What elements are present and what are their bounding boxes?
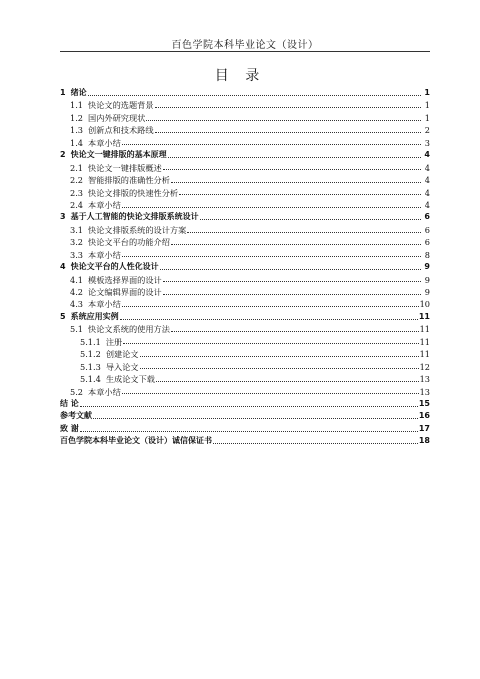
toc-entry-title: 基于人工智能的快论文排版系统设计: [70, 212, 199, 222]
toc-entry-title: 注册: [105, 336, 123, 347]
toc-entry-title: 快论文平台的功能介绍: [88, 237, 170, 248]
toc-dot-leader: [80, 406, 418, 407]
toc-entry-page-number: 1: [424, 88, 430, 97]
toc-entry[interactable]: [60, 361, 430, 373]
toc-entry-page-number: 9: [424, 262, 430, 272]
toc-entry-page-number: 18: [418, 436, 430, 446]
toc-dot-leader: [80, 431, 418, 432]
toc-entry-title: 快论文一键排版概述: [88, 162, 162, 173]
toc-entry-title: 快论文的选题背景: [88, 100, 154, 111]
toc-entry-number: 1.1: [70, 100, 84, 111]
toc-entry-number: 2.3: [70, 187, 84, 198]
toc-entry-title: 模板选择界面的设计: [88, 274, 162, 285]
toc-entry-title: 本章小结: [88, 386, 121, 397]
toc-entry[interactable]: [60, 311, 430, 323]
toc-entry[interactable]: [60, 211, 430, 223]
toc-entry[interactable]: [60, 323, 430, 335]
toc-entry-number: 5.2: [70, 386, 84, 397]
toc-dot-leader: [160, 269, 421, 270]
toc-entry-page-number: 8: [424, 249, 430, 260]
toc-entry[interactable]: [60, 298, 430, 310]
toc-entry[interactable]: [60, 149, 430, 161]
toc-entry-title: 参考文献: [60, 411, 92, 421]
toc-entry[interactable]: [60, 336, 430, 348]
toc-entry-number: 3.3: [70, 249, 84, 260]
toc-entry-page-number: 12: [419, 361, 430, 372]
toc-entry[interactable]: [60, 410, 430, 422]
toc-entry-title: 本章小结: [88, 137, 121, 148]
toc-entry[interactable]: [60, 124, 430, 136]
toc-entry-title: 致 谢: [60, 423, 79, 433]
toc-entry-number: 5.1: [70, 324, 84, 335]
toc-dot-leader: [122, 207, 421, 208]
toc-dot-leader: [156, 381, 419, 382]
toc-entry-number: 5.1.2: [80, 349, 101, 360]
table-of-contents: [60, 87, 430, 448]
toc-entry[interactable]: [60, 274, 430, 286]
toc-dot-leader: [171, 244, 421, 245]
toc-entry-number: 5: [60, 311, 66, 321]
toc-entry-title: 导入论文: [105, 361, 139, 372]
toc-entry-page-number: 3: [424, 137, 430, 148]
toc-entry[interactable]: [60, 162, 430, 174]
toc-entry-page-number: 4: [424, 162, 430, 173]
toc-entry[interactable]: [60, 99, 430, 111]
toc-dot-leader: [155, 107, 421, 108]
toc-entry-title: 本章小结: [88, 299, 121, 310]
toc-dot-leader: [200, 219, 421, 220]
toc-entry-title: 本章小结: [88, 199, 121, 210]
toc-entry-title: 绪论: [70, 88, 87, 97]
toc-entry-page-number: 17: [418, 423, 430, 433]
toc-entry-page-number: 1: [424, 100, 430, 111]
toc-entry-number: 1.2: [70, 112, 84, 123]
toc-entry[interactable]: [60, 261, 430, 273]
toc-entry-page-number: 11: [418, 311, 430, 321]
toc-entry-page-number: 4: [424, 175, 430, 186]
toc-dot-leader: [146, 120, 421, 121]
toc-entry-page-number: 13: [419, 386, 430, 397]
toc-entry-page-number: 1: [424, 112, 430, 123]
toc-dot-leader: [171, 182, 421, 183]
toc-entry-title: 快论文排版系统的设计方案: [88, 224, 187, 235]
toc-entry[interactable]: [60, 423, 430, 435]
toc-entry-page-number: 11: [419, 349, 430, 360]
toc-entry-number: 4.1: [70, 274, 84, 285]
toc-entry-number: 2: [60, 150, 66, 160]
page-title: 目 录: [214, 68, 266, 84]
toc-dot-leader: [93, 418, 418, 419]
toc-entry-title: 论文编辑界面的设计: [88, 287, 162, 297]
toc-entry-title: 本章小结: [88, 249, 121, 260]
toc-entry[interactable]: [60, 348, 430, 360]
toc-entry-number: 5.1.4: [80, 374, 101, 385]
toc-entry[interactable]: [60, 386, 430, 398]
toc-dot-leader: [122, 144, 421, 145]
toc-dot-leader: [155, 132, 421, 133]
toc-entry-page-number: 10: [419, 299, 430, 310]
toc-entry-number: 1.4: [70, 137, 84, 148]
toc-entry-title: 快论文一键排版的基本原理: [70, 150, 167, 160]
toc-entry-title: 快论文系统的使用方法: [88, 324, 170, 335]
toc-dot-leader: [163, 169, 421, 170]
toc-entry-number: 1: [60, 88, 66, 97]
toc-entry-page-number: 4: [424, 150, 430, 160]
toc-entry[interactable]: [60, 87, 430, 99]
toc-dot-leader: [122, 256, 421, 257]
toc-entry[interactable]: [60, 373, 430, 385]
toc-entry[interactable]: [60, 249, 430, 261]
toc-dot-leader: [168, 157, 421, 158]
toc-entry-number: 4.3: [70, 299, 84, 310]
toc-entry-number: 2.4: [70, 199, 84, 210]
toc-dot-leader: [163, 281, 421, 282]
toc-dot-leader: [122, 393, 419, 394]
toc-entry-title: 系统应用实例: [70, 311, 119, 321]
toc-entry[interactable]: [60, 187, 430, 199]
toc-entry-title: 生成论文下载: [105, 374, 155, 385]
toc-entry-number: 2.1: [70, 162, 84, 173]
toc-entry-page-number: 9: [424, 287, 430, 297]
toc-entry-page-number: 6: [424, 212, 430, 222]
toc-entry-number: 3: [60, 212, 66, 222]
toc-entry-page-number: 6: [424, 237, 430, 248]
toc-dot-leader: [122, 306, 419, 307]
toc-entry-title: 结 论: [60, 398, 79, 408]
toc-entry-title: 百色学院本科毕业论文（设计）诚信保证书: [60, 436, 212, 446]
toc-dot-leader: [88, 95, 421, 96]
toc-entry-title: 创建论文: [105, 349, 139, 360]
toc-dot-leader: [163, 294, 421, 295]
toc-dot-leader: [120, 319, 418, 320]
running-header: 百色学院本科毕业论文（设计）: [171, 40, 319, 51]
toc-entry-page-number: 2: [424, 125, 430, 136]
toc-entry-title: 智能排版的准确性分析: [88, 175, 170, 186]
toc-dot-leader: [140, 368, 419, 369]
toc-entry[interactable]: [60, 224, 430, 236]
toc-entry[interactable]: [60, 435, 430, 447]
toc-entry-page-number: 15: [418, 398, 430, 408]
toc-entry-number: 3.2: [70, 237, 84, 248]
toc-dot-leader: [179, 194, 421, 195]
toc-entry-title: 创新点和技术路线: [88, 125, 154, 136]
toc-entry-page-number: 16: [418, 411, 430, 421]
toc-entry-page-number: 11: [419, 324, 430, 335]
toc-entry-number: 1.3: [70, 125, 84, 136]
toc-entry-page-number: 6: [424, 224, 430, 235]
toc-dot-leader: [123, 343, 418, 344]
toc-entry[interactable]: [60, 236, 430, 248]
toc-entry-title: 快论文平台的人性化设计: [70, 262, 159, 272]
toc-dot-leader: [187, 232, 421, 233]
toc-entry[interactable]: [60, 398, 430, 410]
toc-entry-title: 快论文排版的快速性分析: [88, 187, 179, 198]
toc-dot-leader: [140, 356, 419, 357]
toc-entry-page-number: 4: [424, 187, 430, 198]
toc-entry-title: 国内外研究现状: [88, 112, 146, 123]
toc-entry[interactable]: [60, 112, 430, 124]
toc-entry-page-number: 4: [424, 199, 430, 210]
toc-entry[interactable]: [60, 174, 430, 186]
toc-entry-number: 2.2: [70, 175, 84, 186]
toc-dot-leader: [213, 443, 418, 444]
toc-entry[interactable]: [60, 199, 430, 211]
toc-entry-number: 5.1.1: [80, 336, 101, 347]
toc-entry-number: 4: [60, 262, 66, 272]
toc-entry[interactable]: [60, 286, 430, 298]
toc-entry-number: 5.1.3: [80, 361, 101, 372]
toc-entry-page-number: 9: [424, 274, 430, 285]
header-rule: [60, 51, 430, 52]
toc-entry-page-number: 11: [419, 336, 430, 347]
toc-entry[interactable]: [60, 137, 430, 149]
toc-entry-number: 4.2: [70, 287, 84, 297]
toc-entry-number: 3.1: [70, 224, 84, 235]
toc-entry-page-number: 13: [419, 374, 430, 385]
toc-dot-leader: [171, 331, 419, 332]
